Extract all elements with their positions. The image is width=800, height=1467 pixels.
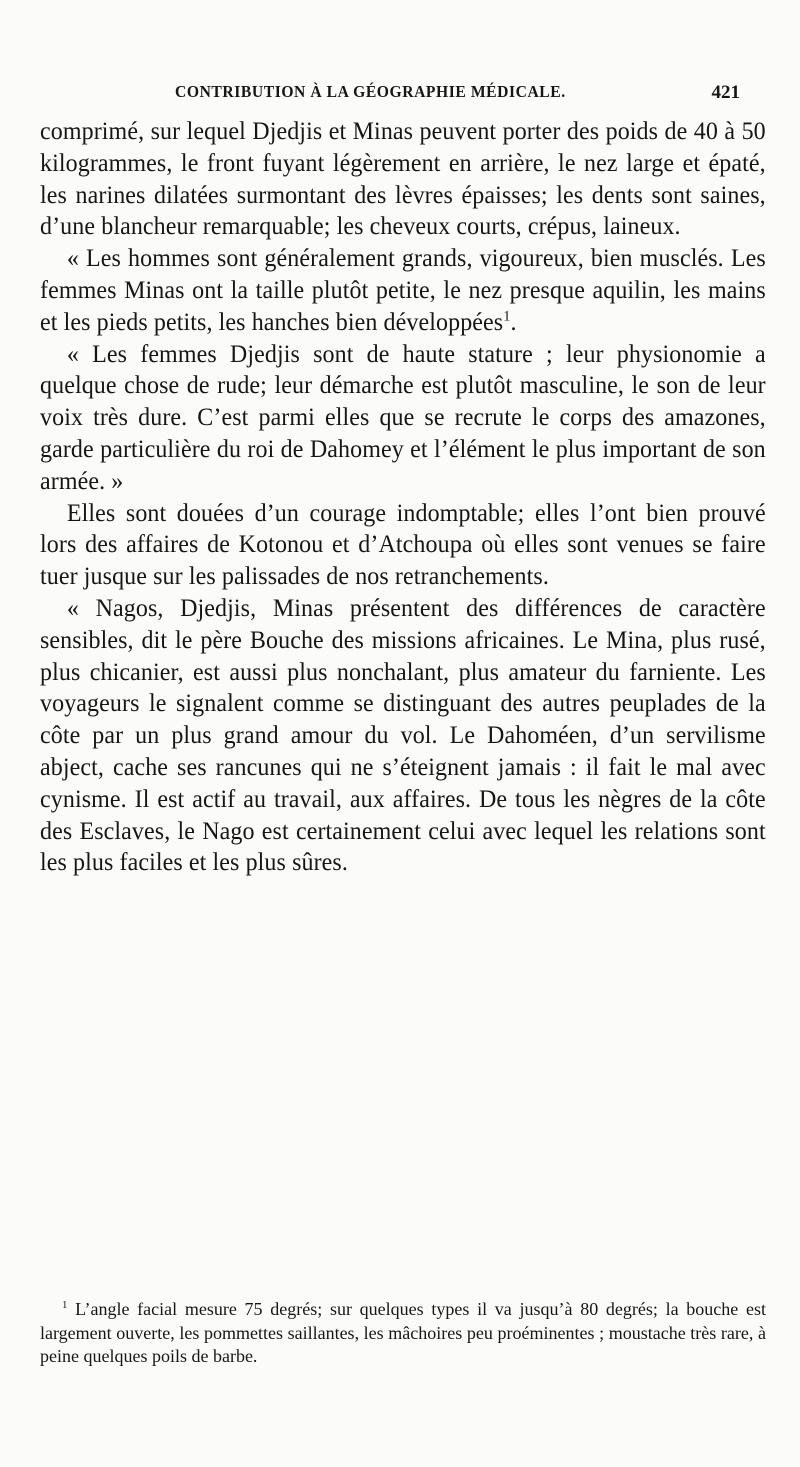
paragraph-1 xyxy=(40,116,766,243)
footnote-reference: 1 xyxy=(503,308,511,325)
footnote xyxy=(40,1298,766,1369)
running-head xyxy=(40,82,740,110)
paragraph-text: « Les femmes Djedjis sont de haute stature ; leur physionomie a quelque chose de rude; leur démarche est plutôt masculine, le son de leur voix très dure. C’est parmi elles que se recrute le corps des amazones, garde particulière du roi de Dahomey et l’élément le plus important de son armée. » xyxy=(40,340,766,495)
paragraph-text: « Nagos, Djedjis, Minas présentent des différences de caractère sensibles, dit le père Bouche des missions africaines. Le Mina, plus rusé, plus chicanier, est aussi plus nonchalant, plus amateur du farniente. Les voyageurs le signalent comme se distinguant des autres peuplades de la côte par un plus grand amour du vol. Le Dahoméen, d’un servilisme abject, cache ses rancunes qui ne s’éteignent jamais : il fait le mal avec cynisme. Il est actif au travail, aux affaires. De tous les nègres de la côte des Esclaves, le Nago est certainement celui avec lequel les relations sont les plus faciles et les plus sûres. xyxy=(40,594,766,877)
footnote-marker: 1 xyxy=(62,1299,68,1311)
paragraph-4 xyxy=(40,498,766,593)
paragraph-text: Elles sont douées d’un courage indomptable; elles l’ont bien prouvé lors des affaires de Kotonou et d’Atchoupa où elles sont venues se faire tuer jusque sur les palissades de nos retranchements. xyxy=(40,499,766,591)
paragraph-text: comprimé, sur lequel Djedjis et Minas peuvent porter des poids de 40 à 50 kilogrammes, le front fuyant légèrement en arrière, le nez large et épaté, les narines dilatées surmontant des lèvres épaisses; les dents sont saines, d’une blancheur remarquable; les cheveux courts, crépus, laineux. xyxy=(40,118,766,241)
footnote-text: L’angle facial mesure 75 degrés; sur quelques types il va jusqu’à 80 degrés; la bouche est largement ouverte, les pommettes saillantes, les mâchoires peu proéminentes ; moustache très rare, à peine quelques poils de barbe. xyxy=(40,1299,767,1366)
paragraph-2 xyxy=(40,243,766,338)
page-number: 421 xyxy=(711,82,740,103)
body-text xyxy=(40,116,766,879)
paragraph-3 xyxy=(40,339,766,498)
paragraph-text-end: . xyxy=(510,308,517,336)
paragraph-text: « Les hommes sont généralement grands, vigoureux, bien musclés. Les femmes Minas ont la taille plutôt petite, le nez presque aquilin, les mains et les pieds petits, les hanches bien développées xyxy=(40,245,766,336)
running-title: CONTRIBUTION À LA GÉOGRAPHIE MÉDICALE. xyxy=(175,82,566,101)
footnotes xyxy=(40,1298,766,1369)
paragraph-5 xyxy=(40,593,766,879)
